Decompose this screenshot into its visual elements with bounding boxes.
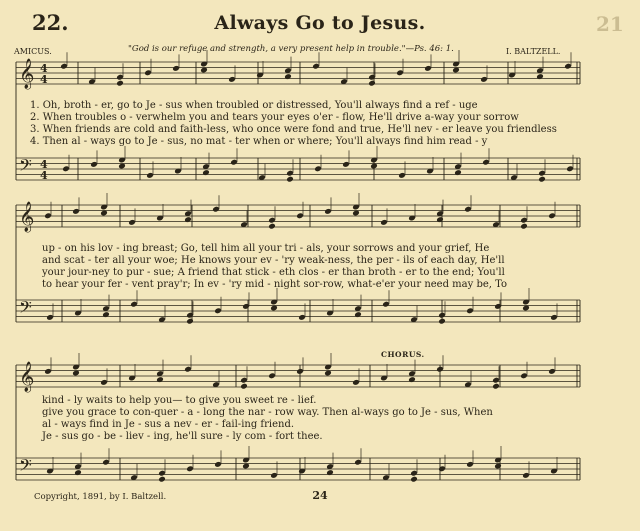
system-1-bass-clef-icon: 𝄢 xyxy=(19,155,32,179)
time-signature-top-bass: 4 xyxy=(40,158,48,171)
lyric-line-s1-v3: 3. When friends are cold and faith-less, who once were fond and true, He'll nev - er leave you friendless xyxy=(30,124,557,135)
system-2-treble-notehead xyxy=(268,223,276,230)
system-3-bass-clef-icon: 𝄢 xyxy=(19,455,32,479)
system-3-treble-clef-icon: 𝄞 xyxy=(19,362,35,392)
lyric-line-s3-v1: kind - ly waits to help you— to give you sweet re - lief. xyxy=(42,395,317,406)
system-2-bass-notehead xyxy=(102,311,110,318)
system-2-bass-notehead xyxy=(186,318,194,325)
system-2-bass-clef-icon: 𝄢 xyxy=(19,297,32,321)
system-3-treble-notehead xyxy=(492,383,500,390)
system-2-bass-notehead xyxy=(354,311,362,318)
system-1-treble-notehead xyxy=(284,73,292,80)
lyric-line-s3-v3: al - ways find in Je - sus a nev - er - fail-ing friend. xyxy=(42,419,295,430)
system-1-bass-notehead xyxy=(202,169,210,176)
lyric-line-s1-v2: 2. When troubles o - verwhelm you and tears your eyes o'er - flow, He'll drive a-way your sorrow xyxy=(30,112,519,123)
system-2-treble-notehead xyxy=(184,216,192,223)
hymn-number: 22. xyxy=(32,10,69,35)
bleed-through-number: 21 xyxy=(596,12,624,36)
system-1-treble-notehead xyxy=(116,80,124,87)
page-number: 24 xyxy=(312,489,328,502)
system-2-treble-clef-icon: 𝄞 xyxy=(19,202,35,232)
system-1-bass-notehead xyxy=(454,169,462,176)
lyric-line-s3-v4: Je - sus go - be - liev - ing, he'll sure - ly com - fort thee. xyxy=(42,431,323,442)
system-3-treble-notehead xyxy=(240,383,248,390)
system-1-treble-notehead xyxy=(536,73,544,80)
system-3-treble-notehead xyxy=(156,376,164,383)
chorus-label: CHORUS. xyxy=(381,350,425,359)
scripture-epigraph: "God is our refuge and strength, a very present help in trouble."—Ps. 46: 1. xyxy=(128,44,454,54)
system-2-treble-notehead xyxy=(436,216,444,223)
lyric-line-s3-v2: give you grace to con-quer - a - long the nar - row way. Then al-ways go to Je - sus, When xyxy=(42,407,493,418)
system-3-bass-notehead xyxy=(410,476,418,483)
system-3-treble-notehead xyxy=(408,376,416,383)
lyric-line-s2-v2: and scat - ter all your woe; He knows your ev - 'ry weak-ness, the per - ils of each day, He'll xyxy=(42,255,505,266)
time-signature-bottom-treble: 4 xyxy=(40,73,48,86)
lyric-line-s2-v4: to hear your fer - vent pray'r; In ev - 'ry mid - night sor-row, what-e'er your need may be, To xyxy=(42,279,508,290)
time-signature-bottom-bass: 4 xyxy=(40,169,48,182)
lyric-line-s2-v1: up - on his lov - ing breast; Go, tell him all your tri - als, your sorrows and your grief, He xyxy=(42,243,490,254)
lyric-line-s1-v4: 4. Then al - ways go to Je - sus, no mat - ter when or where; You'll always find him read - y xyxy=(30,136,488,147)
system-3-bass-notehead xyxy=(158,476,166,483)
system-3-bass-notehead xyxy=(326,469,334,476)
system-2-treble-notehead xyxy=(520,223,528,230)
system-3-bass-notehead xyxy=(74,469,82,476)
lyric-line-s1-v1: 1. Oh, broth - er, go to Je - sus when troubled or distressed, You'll always find a ref - uge xyxy=(30,100,478,111)
lyric-line-s2-v3: your jour-ney to pur - sue; A friend that stick - eth clos - er than broth - er to the end; You'll xyxy=(42,267,505,278)
system-2-bass-notehead xyxy=(438,318,446,325)
system-1-bass-notehead xyxy=(538,176,546,183)
hymn-title: Always Go to Jesus. xyxy=(214,12,426,34)
system-1-treble-notehead xyxy=(368,80,376,87)
system-1-bass-notehead xyxy=(286,176,294,183)
time-signature-top-treble: 4 xyxy=(40,62,48,75)
composer-credit: I. BALTZELL. xyxy=(506,47,561,56)
copyright-notice: Copyright, 1891, by I. Baltzell. xyxy=(34,492,167,502)
system-1-treble-clef-icon: 𝄞 xyxy=(19,59,35,89)
tune-name: AMICUS. xyxy=(14,47,52,56)
